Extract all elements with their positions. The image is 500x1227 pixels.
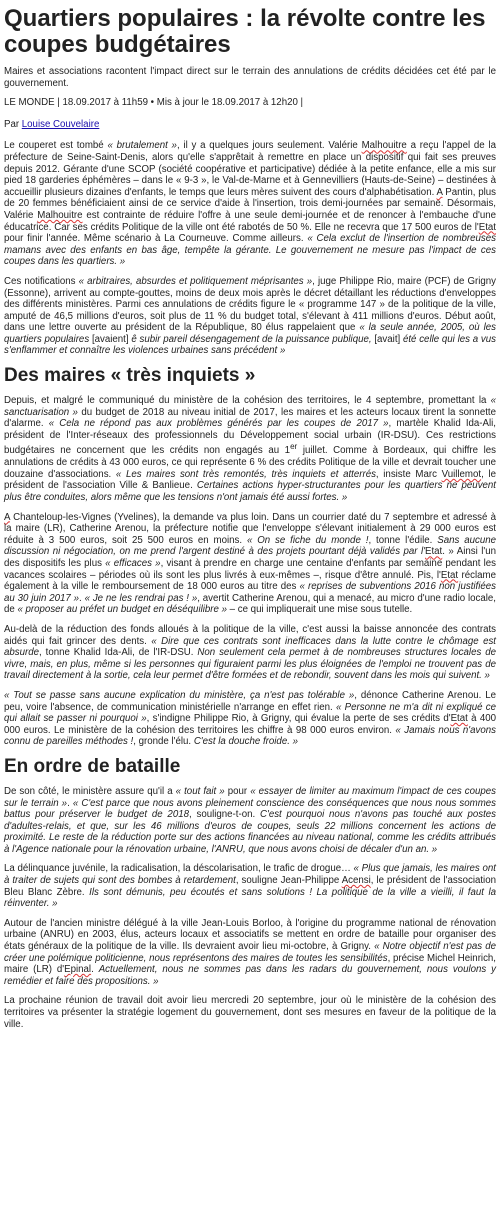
- text: .: [67, 797, 73, 809]
- article-byline: [4, 119, 496, 131]
- superscript: er: [290, 442, 298, 452]
- quote: « On se fiche du monde !: [246, 534, 369, 546]
- text: , gronde l'élu.: [133, 736, 194, 748]
- text: , il y a quelques jours seulement. Valérie: [176, 140, 362, 152]
- text: , insiste Marc: [375, 468, 442, 480]
- text: La délinquance juvénile, la radicalisation, la déscolarisation, le trafic de drogue…: [4, 863, 354, 875]
- text: , le président de l'association Ville & Banlieue.: [4, 468, 496, 492]
- quote: Actuellement, nous ne sommes pas dans les radars du gouvernement, nous voulons y remédier et faire des propositions. »: [4, 964, 496, 987]
- text: Etat: [478, 221, 496, 233]
- paragraph-5: [4, 624, 496, 682]
- text: Au-delà de la réduction des fonds alloués à la politique de la ville, c'est aussi la baisse annoncée des contrats aidés qui fait grincer des dents.: [4, 623, 496, 647]
- text: Le couperet est tombé: [4, 140, 108, 152]
- paragraph-7: [4, 786, 496, 856]
- quote: « arbitraires, absurdes et politiquement méprisantes »: [78, 275, 313, 287]
- text: .: [91, 964, 99, 976]
- text: , dénonce Catherine Arenou. Le peu, voire l'absence, de communication ministérielle n'arrange en effet rien.: [4, 689, 496, 713]
- text: , avertit Catherine Arenou, qui a menacé, au micro d'une radio locale, de: [4, 592, 496, 616]
- text: [avaient]: [89, 333, 132, 345]
- text: . » Ainsi l'un des dispositifs les plus: [4, 546, 496, 570]
- section-heading-1: Des maires « très inquiets »: [4, 365, 256, 387]
- quote: « Dire que ces contrats sont inefficaces dans la lutte contre le chômage est absurde: [4, 635, 496, 659]
- text: Etat: [440, 569, 459, 581]
- quote: Ils sont démunis, peu écoutés et sans solutions ! La politique de la ville a vieilli, il faut la réinventer. »: [4, 886, 496, 910]
- paragraph-10: [4, 995, 496, 1030]
- quote: C'est la douche froide. »: [193, 736, 298, 748]
- text: De son côté, le ministère assure qu'il a: [4, 785, 176, 797]
- quote: « Personne ne m'a dit ni expliqué ce qui allait se passer ni pourquoi »: [4, 701, 497, 725]
- quote: « Tout se passe sans aucune explication du ministère, ça n'est pas tolérable »: [4, 689, 355, 701]
- text: , tonne Khalid Ida-Ali, de l'IR-DSU.: [39, 647, 198, 659]
- text: du budget de 2018 au niveau initial de 2017, les maires et les acteurs locaux tirent la sonnette d'alarme.: [4, 406, 496, 430]
- paragraph-2: [4, 276, 496, 357]
- text: , martèle Khalid Ida-Ali, président de l'Inter-réseaux des professionnels du Développement social urbain (IR-DSU). Ces restrictions budgétaires ne concernent que les crédits non engagés au 1: [4, 418, 496, 457]
- text: Etat: [425, 546, 443, 558]
- text: est contrainte de réduire l'offre à une seule demi-journée et de renoncer à l'embauche d'une éducatrice. Car ses crédits Politique de la ville ont été rabotés de 50 %. Elle ne recevra que 17 500 euros de l': [4, 209, 496, 233]
- text: .: [79, 592, 85, 604]
- text: La prochaine réunion de travail doit avoir lieu mercredi 20 septembre, jour où le ministère de la cohésion des territoires va présenter la stratégie logement du gouvernement, dont ses mesures en faveur de la politique de la ville.: [4, 995, 496, 1030]
- text: A: [4, 511, 10, 523]
- quote: « Jamais nous n'avons connu de pareilles méthodes !: [4, 724, 496, 748]
- quote: « efficaces »: [105, 558, 161, 570]
- quote: « Notre objectif n'est pas de créer une polémique politicienne, nous représentons des maires de toutes les sensibilités: [4, 941, 496, 964]
- quote: « Cela exclut de l'insertion de nombreuses mamans avec des enfants en bas âge, tempête la gérante. Le gouvernement ne mesure pas l'impact de ces coupes dans les quartiers. »: [4, 233, 496, 268]
- paragraph-4: [4, 512, 496, 616]
- text: Ces notifications: [4, 275, 79, 287]
- text: , souligne Jean-Philippe: [235, 875, 342, 887]
- text: , précise Michel Heinrich, maire (LR) d': [4, 952, 497, 976]
- quote: « tout fait »: [175, 785, 225, 797]
- person-name: Acensi: [341, 875, 371, 887]
- paragraph-1: [4, 140, 496, 268]
- paragraph-6: [4, 690, 496, 748]
- paragraph-8: [4, 863, 496, 909]
- text: – ce qui impliquerait une mise sous tutelle.: [226, 604, 413, 616]
- text: , tonne l'édile.: [368, 534, 438, 546]
- text: Depuis, et malgré le communiqué du ministère de la cohésion des territoires, le 4 septembre, promettant la: [4, 395, 491, 407]
- quote: Sans aucune discussion ni négociation, on me prend l'argent destiné à des projets pourtant déjà validés par l': [4, 534, 496, 558]
- quote: « Cela ne répond pas aux problèmes générés par les coupes de 2017 »: [48, 418, 389, 430]
- text: , juge Philippe Rio, maire (PCF) de Grigny (Essonne), arrivent au compte-gouttes, moins de deux mois après le décret détaillant les réductions d'enveloppes des différents ministères. Parmi ces annulations de crédits figure le « programme 147 » de la politique de la ville, amputé de 46,5 millions d'euros, soit plus de 11 % du budget total, s'élevant à 411 millions d'euros. Début août, dans une lettre ouverte au président de la République, 80 élus rappelaient que: [4, 275, 496, 334]
- quote: « brutalement »: [107, 140, 177, 152]
- section-heading-2: En ordre de bataille: [4, 755, 181, 777]
- text: a reçu l'appel de la préfecture de Seine-Saint-Denis, alors qu'elle s'apprêtait à remettre en place un dispositif qui fait ses preuves depuis 2012. Gérante d'une SCOP (société coopérative et participative) dédiée à la petite enfance, elle a mis sur pied 18 garderies éphémères – dans le « 9-3 », le Val-de-Marne et à Gennevilliers (Hauts-de-Seine) – destinées à accueillir plusieurs dizaines d'enfants, le temps que leurs mères suivent des cours d'alphabétisation.: [4, 140, 496, 198]
- quote: « sanctuarisation »: [4, 395, 496, 418]
- text: juillet. Comme à Bordeaux, qui chiffre les annulations de crédits à 43 000 euros, ce qui représente 6 % des crédits Politique de la ville et devrait toucher une douzaine d'associations.: [4, 445, 496, 480]
- quote: « Les maires sont très remontés, très inquiets et atterrés: [115, 468, 376, 480]
- text: Pantin, plus de 20 femmes bénéficiaient ainsi de ce service d'aide à l'insertion, trois demi-journées par semaine. Désormais, Valérie: [4, 186, 496, 221]
- text: pour finir l'année. Même scénario à La Courneuve. Comme ailleurs.: [4, 233, 308, 245]
- paragraph-9: [4, 918, 496, 988]
- article-lead: Maires et associations racontent l'impact direct sur le terrain des annulations de crédits décidées cet été par le gouvernement.: [4, 66, 496, 89]
- text: A: [436, 186, 443, 198]
- quote: été celle qui les a vus s'enflammer et connaître les violences urbaines sans précédent »: [4, 333, 496, 357]
- text: , le président de l'association Bleu Blanc Zèbre.: [4, 875, 496, 898]
- text: Etat: [450, 713, 468, 725]
- quote: « essayer de limiter au maximum l'impact de ces coupes sur le terrain »: [4, 785, 496, 809]
- text: , s'indigne Philippe Rio, à Grigny, qui évalue la perte de ses crédits d': [146, 713, 451, 725]
- text: Chanteloup-les-Vignes (Yvelines), la demande va plus loin. Dans un courrier daté du 7 septembre et adressé à la maire (LR), Catherine Arenou, la préfecture notifie que l'enveloppe s'élevant initialement à 29 000 euros est réduite à 3 500 euros, soit 25 500 euros en moins.: [4, 511, 496, 546]
- paragraph-3: [4, 395, 496, 504]
- text: pour: [224, 785, 251, 797]
- quote: ê subir pareil désengagement de la puissance publique,: [131, 333, 372, 345]
- quote: « Je ne les rendrai pas ! »: [84, 592, 198, 604]
- person-name: Vuillemot: [441, 468, 482, 480]
- person-name: Malhouitre: [361, 140, 407, 152]
- person-name: Malhouitre: [37, 209, 83, 221]
- text: Autour de l'ancien ministre délégué à la ville Jean-Louis Borloo, à l'origine du programme national de rénovation urbaine (ANRU) en 2003, élus, acteurs locaux et associatifs se mettent en ordre de bataille pour organiser des états généraux de la politique de la ville. Ils devraient avoir lieu mi-octobre, à Grigny.: [4, 917, 496, 953]
- article-meta: LE MONDE | 18.09.2017 à 11h59 • Mis à jour le 18.09.2017 à 12h20 |: [4, 97, 304, 109]
- quote: Non seulement cela permet à de nombreuses structures locales de vivre, mais, en plus, même si les personnes qui figuraient parmi les plus éloignées de l'emploi ne trouvent pas de travail directement à la sortie, cela leur permet d'être formées et de rebondir, souvent dans les mois qui suivent. »: [4, 647, 496, 682]
- article-title: Quartiers populaires : la révolte contre les coupes budgétaires: [4, 5, 486, 58]
- quote: « C'est parce que nous avons pleinement conscience des conséquences que nous nous sommes battus pour préserver le budget de 2018: [4, 797, 496, 821]
- place-name: Epinal: [64, 964, 92, 976]
- author-link[interactable]: Louise Couvelaire: [21, 118, 100, 130]
- quote: « Plus que jamais, les maires ont à traiter de sujets qui sont des bombes à retardement: [4, 863, 496, 887]
- quote: Certaines actions hyper-structurantes pour les quartiers ne peuvent plus être conduites, alors même que les tensions n'ont jamais été aussi fortes. »: [4, 480, 496, 504]
- quote: « la seule année, 2005, où les quartiers populaires: [4, 322, 496, 345]
- quote: C'est pourquoi nous n'avons pas touché aux postes d'adultes-relais, et que, sur les 46 millions d'euros de coupes, seuls 22 millions concernent les actions de proximité. Le reste de la réduction porte sur des actions financées au niveau national, comme les crédits attribués à l'Agence nationale pour la rénovation urbaine, l'ANRU, que nous avons choisi de décaler d'un an. »: [4, 809, 496, 855]
- text: , souligne-t-on.: [188, 809, 260, 821]
- quote: « proposer au préfet un budget en déséquilibre »: [17, 604, 227, 616]
- quote: « reprises de subventions 2016 non justifiées au 30 juin 2017 »: [4, 581, 496, 604]
- byline-prefix: Par: [4, 118, 22, 130]
- text: réclame également à la ville le remboursement de 18 000 euros au titre des: [4, 569, 496, 593]
- text: [avait]: [371, 333, 403, 345]
- text: à 400 000 euros. Le ministère de la cohésion des territoires les chiffre à 98 000 euros environ.: [4, 713, 496, 736]
- text: , visant à prendre en charge une centaine d'enfants par semaine pendant les vacances scolaires – périodes où ils sont les plus livrés à eux-mêmes –, risque d'être annulé. Pis, l': [4, 558, 497, 581]
